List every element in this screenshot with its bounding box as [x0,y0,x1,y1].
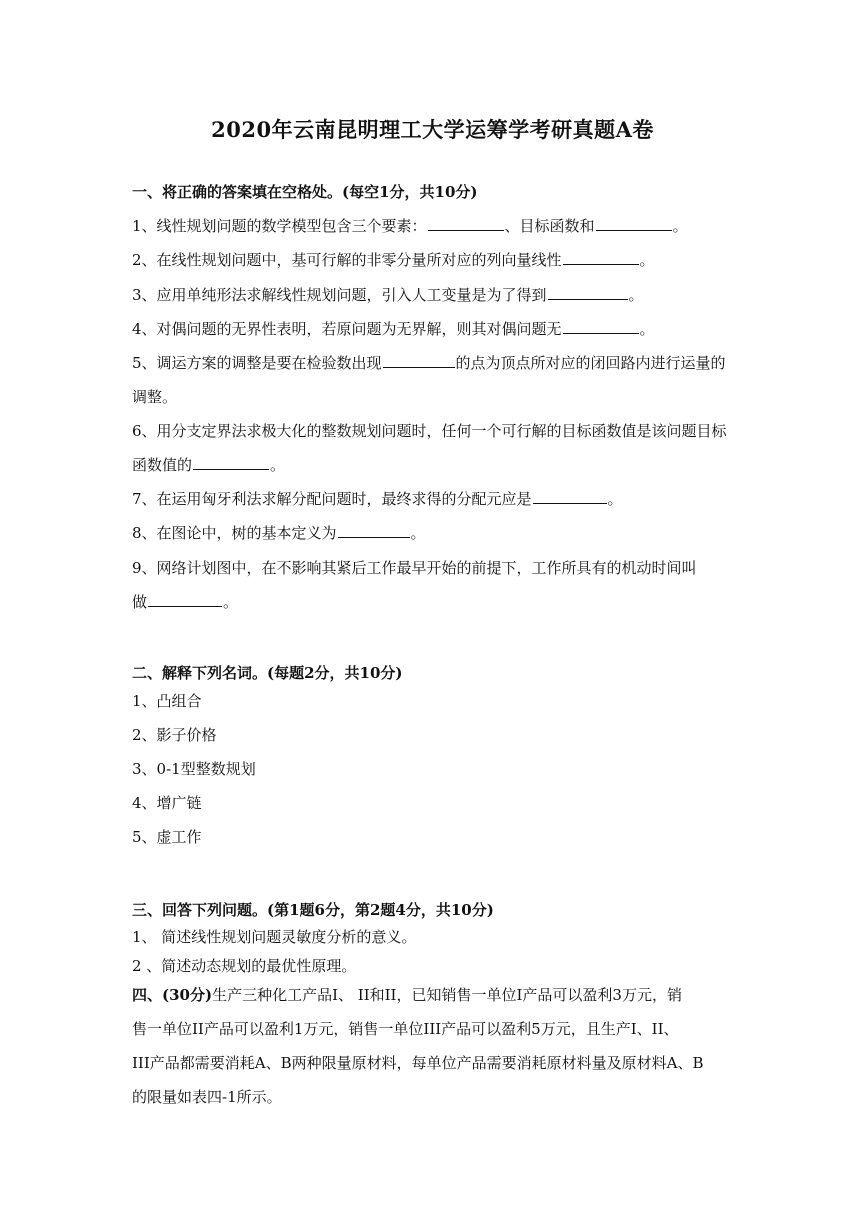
question-1-4: 4、对偶问题的无界性表明，若原问题为无界解，则其对偶问题无 。 [132,320,655,338]
question-1-7: 7、在运用匈牙利法求解分配问题时，最终求得的分配元应是 。 [132,490,623,508]
section-1-heading: 一、将正确的答案填在空格处。(每空1分，共10分) [132,183,478,201]
section-4-heading: 四、(30分) [132,986,213,1004]
answer-blank [193,454,269,470]
answer-blank [563,249,639,265]
question-1-5-cont: 调整。 [132,388,178,406]
question-1-3: 3、应用单纯形法求解线性规划问题，引入人工变量是为了得到 。 [132,286,644,304]
answer-blank [148,591,222,607]
question-1-6-cont: 函数值的 。 [132,456,286,474]
answer-blank [563,318,639,334]
question-4-line-4: 的限量如表四-1所示。 [132,1088,282,1106]
question-1-2: 2、在线性规划问题中，基可行解的非零分量所对应的列向量线性 。 [132,251,655,269]
question-1-8: 8、在图论中，树的基本定义为 。 [132,524,426,542]
question-4-line-3: III产品都需要消耗A、B两种限量原材料，每单位产品需要消耗原材料量及原材料A、B [132,1054,704,1072]
question-1-5: 5、调运方案的调整是要在检验数出现 的点为顶点所对应的闭回路内进行运量的 [132,354,726,372]
section-3-heading: 三、回答下列问题。(第1题6分，第2题4分，共10分) [132,901,494,919]
answer-blank [338,522,410,538]
term-item: 1、凸组合 [132,692,202,710]
term-item: 5、虚工作 [132,828,202,846]
question-1-9: 9、网络计划图中，在不影响其紧后工作最早开始的前提下，工作所具有的机动时间叫 [132,559,697,577]
term-item: 2、影子价格 [132,726,217,744]
answer-blank [548,284,628,300]
term-item: 4、增广链 [132,794,202,812]
question-1-6: 6、用分支定界法求极大化的整数规划问题时，任何一个可行解的目标函数值是该问题目标 [132,422,727,440]
question-3-1: 1、 简述线性规划问题灵敏度分析的意义。 [132,928,417,946]
question-4-line-2: 售一单位II产品可以盈利1万元，销售一单位III产品可以盈利5万元，且生产I、II、 [132,1020,679,1038]
page-title: 2020年云南昆明理工大学运筹学考研真题A卷 [211,117,654,142]
answer-blank [383,352,455,368]
question-1-9-cont: 做 。 [132,593,239,611]
question-3-2: 2 、简述动态规划的最优性原理。 [132,957,357,975]
section-2-heading: 二、解释下列名词。(每题2分，共10分) [132,664,403,682]
answer-blank [428,215,504,231]
question-1-1: 1、线性规划问题的数学模型包含三个要素： 、目标函数和 。 [132,217,688,235]
question-4-line-1: 四、(30分)生产三种化工产品I、 II和II，已知销售一单位I产品可以盈利3万元，销 [132,986,682,1004]
answer-blank [533,488,607,504]
term-item: 3、0-1型整数规划 [132,760,256,778]
answer-blank [596,215,672,231]
